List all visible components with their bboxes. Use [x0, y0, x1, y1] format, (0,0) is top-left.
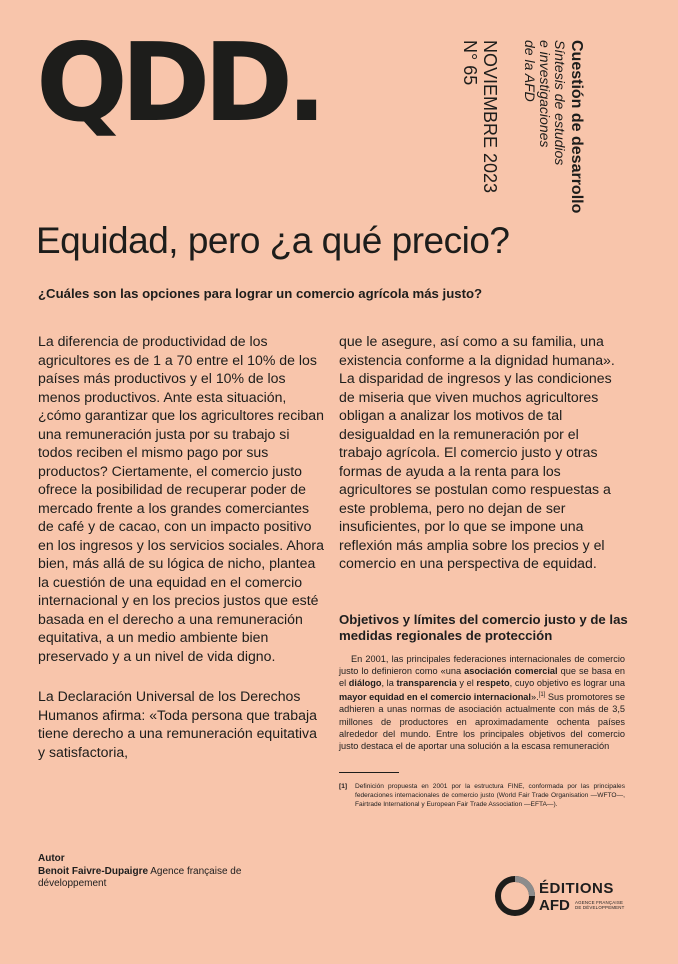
section-text	[339, 653, 625, 752]
ring-icon	[493, 874, 537, 918]
section-text-bold: respeto	[476, 678, 510, 689]
section-text-bold: mayor equidad en el comercio internacional	[339, 692, 531, 703]
section-text-bold: transparencia	[396, 678, 457, 689]
publisher-name-bottom: AFD	[539, 897, 570, 914]
series-subtitle-2: e investigaciones	[537, 40, 553, 148]
page-title: Equidad, pero ¿a qué precio?	[36, 220, 510, 261]
issue-date: NOVIEMBRE 2023	[480, 40, 500, 194]
body-column-right	[339, 332, 625, 573]
section-text-run: ».	[530, 692, 539, 703]
author-block	[38, 853, 298, 891]
issue-info	[460, 40, 500, 193]
series-subtitle-1: Síntesis de estudios	[552, 40, 568, 166]
body-paragraph-1: La diferencia de productividad de los agricultores es de 1 a 70 entre el 10% de los países más productivos y el 10% de los menos productivos. Ante esta situación, ¿cómo garantizar que los agricultores reciban una remuneración justa por su trabajo si todos reciben el mismo pago por sus productos? Ciertamente, el comercio justo ofrece la posibilidad de recuperar poder de mercado frente a los grandes comerciantes de café y de cacao, con un impacto positivo en los ingresos y los servicios sociales. Ahora bien, más allá de su lógica de nicho, plantea la cuestión de una equidad en el comercio internacional y en los precios justos que esté basada en el derecho a una remuneración equitativa, a un medio ambiente bien preservado y a un nivel de vida digno.	[38, 333, 324, 664]
section-text-run: , la	[381, 678, 397, 689]
footnote-reference[interactable]: [1]	[538, 692, 546, 699]
editions-afd-logo	[493, 874, 633, 924]
section-text-bold: asociación comercial	[464, 666, 558, 677]
body-column-left	[38, 332, 324, 761]
section-text-run: Sus promotores se adhieren a unas normas de asociación actualmente con más de 3,5 millones de productores en aproximadamente ochenta países alrededor del mundo. Entre los principales objetivos del comercio justo destaca el de aportar una solución a la escasa remuneración	[339, 692, 625, 751]
section-text-run: que se basa en el	[339, 666, 625, 689]
series-title: Cuestión de desarrollo	[568, 40, 585, 214]
publisher-name-top: ÉDITIONS	[539, 880, 614, 897]
section-text-bold: diálogo	[348, 678, 382, 689]
body-paragraph-3: que le asegure, así como a su familia, una existencia conforme a la dignidad humana». La disparidad de ingresos y las condiciones de miseria que viven muchos agricultores obligan a analizar los motivos de tal desigualdad en la remuneración por el trabajo agrícola. El comercio justo y otras formas de ayuda a la renta para los agricultores se postulan como respuestas a este problema, pero no dejan de ser insuficientes, por lo que se impone una reflexión más amplia sobre los precios y el comercio en una perspectiva de equidad.	[339, 333, 615, 571]
section-text-run: y el	[456, 678, 477, 689]
issue-number: N° 65	[460, 40, 480, 86]
section-text-run: En 2001, las principales federaciones internacionales de comercio justo lo definieron como «una	[339, 654, 625, 677]
qdd-logo: QDD.	[36, 21, 321, 146]
footnote	[339, 782, 625, 809]
footnote-number: [1]	[339, 783, 348, 790]
section-text-run: , cuyo objetivo es lograr una	[509, 678, 625, 689]
body-paragraph-2: La Declaración Universal de los Derechos Humanos afirma: «Toda persona que trabaja tiene derecho a una remuneración equitativa y satisfactoria,	[38, 688, 317, 760]
series-info	[522, 40, 586, 213]
page-subtitle: ¿Cuáles son las opciones para lograr un comercio agrícola más justo?	[38, 286, 483, 301]
series-subtitle-3: de la AFD	[522, 40, 538, 102]
footnote-text: Definición propuesta en 2001 por la estructura FINE, conformada por las principales federaciones internacionales de comercio justo (World Fair Trade Organisation —WFTO—, Fairtrade International y European Fair Trade Association —EFTA—).	[355, 783, 625, 808]
author-label: Autor	[38, 853, 65, 864]
publisher-tagline: AGENCE FRANÇAISE DE DÉVELOPPEMENT	[575, 900, 625, 910]
author-name: Benoit Faivre-Dupaigre	[38, 865, 149, 877]
section-heading: Objetivos y límites del comercio justo y de las medidas regionales de protección	[339, 612, 628, 643]
author-affiliation: Agence française de développement	[38, 865, 242, 889]
footnote-divider	[339, 772, 399, 773]
